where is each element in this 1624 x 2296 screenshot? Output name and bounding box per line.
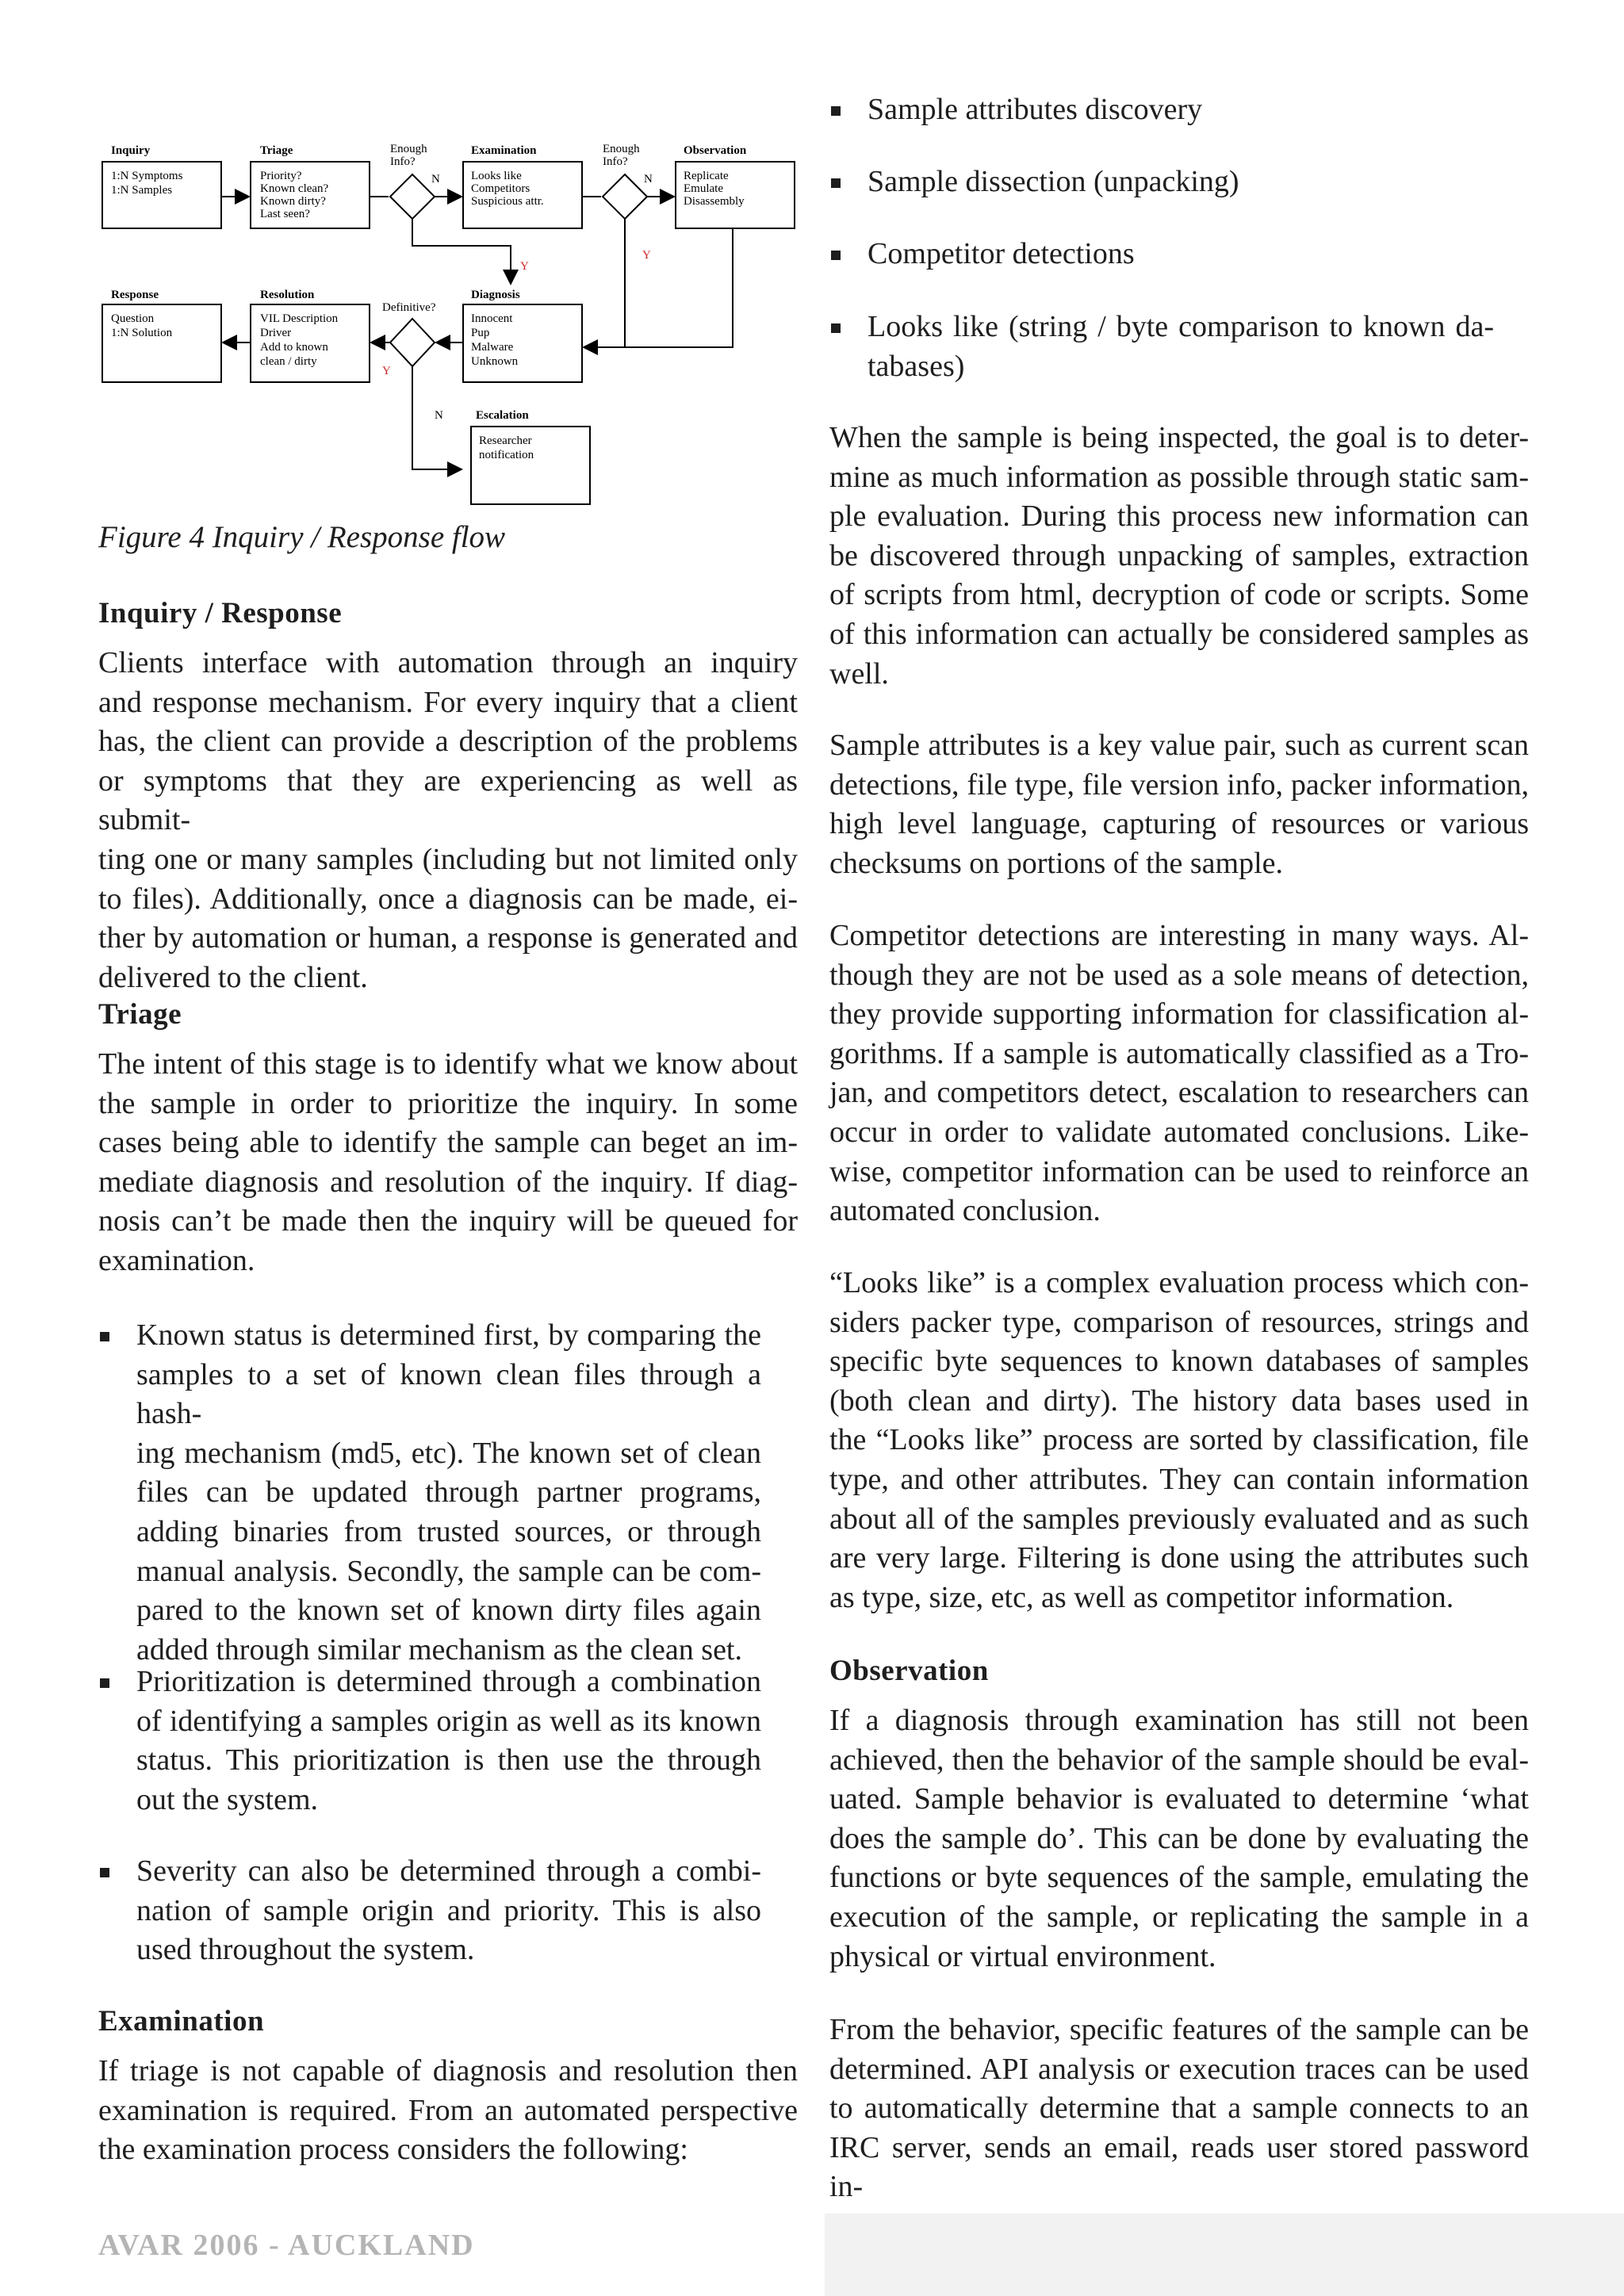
inquiry-title: Inquiry bbox=[111, 144, 151, 157]
enough-info-1: Info? bbox=[390, 155, 416, 168]
y-label: Y bbox=[642, 249, 651, 262]
text-line: tabases) bbox=[868, 349, 965, 383]
bullet-text bbox=[868, 308, 1494, 386]
bullet-text bbox=[136, 1316, 761, 1670]
text-line: of scripts from html, decryption of code or scripts. Some bbox=[829, 578, 1529, 612]
text-line: functions or byte sequences of the sample, emulating the bbox=[829, 1861, 1529, 1895]
text-line: adding binaries from trusted sources, or through bbox=[136, 1514, 761, 1548]
text-line: does the sample do’. This can be done by evaluating the bbox=[829, 1821, 1529, 1855]
text-line: wise, competitor information can be used to reinforce an bbox=[829, 1154, 1529, 1188]
text-line: If a diagnosis through examination has still not been bbox=[829, 1704, 1529, 1737]
text-line: the “Looks like” process are sorted by classification, file bbox=[829, 1423, 1529, 1457]
text-line: and response mechanism. For every inquiry that a client bbox=[98, 685, 798, 719]
escalation-line: Researcher bbox=[479, 434, 532, 447]
heading-inquiry-response: Inquiry / Response bbox=[98, 597, 343, 629]
text-line: ple evaluation. During this process new information can bbox=[829, 499, 1529, 534]
text-line: status. This prioritization is then use the through bbox=[136, 1743, 761, 1777]
diagnosis-line: Unknown bbox=[471, 355, 519, 368]
text-line: achieved, then the behavior of the sample should be eval- bbox=[829, 1743, 1529, 1777]
n-label: N bbox=[644, 173, 653, 186]
diagnosis-line: Pup bbox=[471, 327, 490, 339]
resolution-title: Resolution bbox=[260, 289, 315, 301]
paragraph bbox=[829, 916, 1529, 1231]
enough-info-1: Enough bbox=[390, 143, 427, 155]
text-line: Severity can also be determined through a combi- bbox=[136, 1854, 761, 1888]
examination-line: Suspicious attr. bbox=[471, 195, 544, 208]
text-line: has, the client can provide a description of the problems bbox=[98, 725, 798, 759]
text-line: siders packer type, comparison of resources, strings and bbox=[829, 1305, 1529, 1339]
text-line: From the behavior, specific features of the sample can be bbox=[829, 2013, 1529, 2046]
text-line: gorithms. If a sample is automatically classified as a Tro- bbox=[829, 1036, 1529, 1070]
text-line: of identifying a samples origin as well as its known bbox=[136, 1704, 761, 1738]
text-line: jan, and competitors detect, escalation to researchers can bbox=[829, 1076, 1529, 1110]
inquiry-line: 1:N Samples bbox=[111, 184, 173, 197]
triage-line: Known clean? bbox=[260, 182, 329, 195]
text-line: pared to the known set of known dirty files again bbox=[136, 1594, 761, 1628]
text-line: though they are not be used as a sole means of detection, bbox=[829, 958, 1529, 992]
escalation-title: Escalation bbox=[476, 409, 529, 422]
observation-line: Replicate bbox=[684, 170, 729, 182]
bullet-text: Sample dissection (unpacking) bbox=[868, 165, 1239, 198]
footer-shade bbox=[825, 2214, 1624, 2296]
text-line: are very large. Filtering is done using the attributes such bbox=[829, 1541, 1529, 1575]
bullet bbox=[831, 178, 841, 188]
triage-line: Priority? bbox=[260, 170, 302, 182]
examination-line: Competitors bbox=[471, 182, 530, 195]
paragraph bbox=[829, 726, 1529, 883]
text-line: samples to a set of known clean files through a hash- bbox=[136, 1357, 761, 1431]
text-line: used throughout the system. bbox=[136, 1933, 475, 1967]
text-line: specific byte sequences to known databases of samples bbox=[829, 1345, 1529, 1379]
text-line: well. bbox=[829, 656, 889, 691]
bullet bbox=[831, 106, 841, 116]
paragraph bbox=[829, 419, 1529, 694]
text-line: the sample in order to prioritize the inquiry. In some bbox=[98, 1086, 798, 1120]
text-line: added through similar mechanism as the clean set. bbox=[136, 1632, 742, 1667]
flow-diagram bbox=[98, 135, 804, 515]
text-line: Prioritization is determined through a combination bbox=[136, 1665, 761, 1698]
text-line: mine as much information as possible through static sam- bbox=[829, 460, 1529, 494]
text-line: ting one or many samples (including but not limited only bbox=[98, 842, 798, 876]
triage-line: Known dirty? bbox=[260, 195, 326, 208]
heading-triage: Triage bbox=[98, 998, 182, 1031]
heading-examination: Examination bbox=[98, 2005, 265, 2038]
text-line: ther by automation or human, a response is generated and bbox=[98, 921, 798, 955]
examination-line: Looks like bbox=[471, 170, 522, 182]
paragraph bbox=[829, 2011, 1529, 2247]
text-line: Competitor detections are interesting in many ways. Al- bbox=[829, 919, 1529, 952]
text-line: Known status is determined first, by comparing the bbox=[136, 1318, 761, 1352]
enough-info-2: Info? bbox=[603, 155, 628, 168]
text-line: to files). Additionally, once a diagnosis can be made, ei- bbox=[98, 882, 798, 916]
text-line: automated conclusion. bbox=[829, 1194, 1101, 1228]
text-line: determined. API analysis or execution traces can be used bbox=[829, 2052, 1529, 2086]
resolution-line: Driver bbox=[260, 327, 292, 339]
figure-caption: Figure 4 Inquiry / Response flow bbox=[98, 520, 506, 554]
diagnosis-title: Diagnosis bbox=[471, 289, 520, 301]
bullet bbox=[100, 1678, 109, 1688]
text-line: files can be updated through partner programs, bbox=[136, 1475, 761, 1510]
diagnosis-line: Malware bbox=[471, 341, 514, 354]
enough-info-2: Enough bbox=[603, 143, 640, 155]
text-line: (both clean and dirty). The history data bases used in bbox=[829, 1383, 1529, 1418]
text-line: Looks like (string / byte comparison to known da- bbox=[868, 310, 1494, 343]
n-label: N bbox=[431, 173, 440, 186]
bullet-text bbox=[136, 1852, 761, 1970]
text-line: the examination process considers the following: bbox=[98, 2133, 688, 2167]
text-line: be discovered through unpacking of samples, extraction bbox=[829, 538, 1529, 572]
text-line: delivered to the client. bbox=[98, 960, 368, 994]
y-label: Y bbox=[520, 260, 529, 273]
flow-diagram-svg bbox=[98, 135, 804, 515]
paragraph bbox=[98, 2052, 798, 2170]
text-line: physical or virtual environment. bbox=[829, 1939, 1216, 1973]
resolution-line: clean / dirty bbox=[260, 355, 317, 368]
text-line: or symptoms that they are experiencing as well as submit- bbox=[98, 763, 798, 837]
decision-diamond-1 bbox=[390, 174, 435, 219]
text-line: The intent of this stage is to identify what we know about bbox=[98, 1047, 798, 1081]
bullet bbox=[831, 251, 841, 260]
text-line: nation of sample origin and priority. This is also bbox=[136, 1893, 761, 1927]
response-title: Response bbox=[111, 289, 159, 301]
decision-diamond-2 bbox=[603, 174, 647, 219]
triage-line: Last seen? bbox=[260, 208, 310, 220]
text-line: If triage is not capable of diagnosis and resolution then bbox=[98, 2054, 798, 2087]
paragraph bbox=[829, 1701, 1529, 1976]
text-line: “Looks like” is a complex evaluation process which con- bbox=[829, 1266, 1529, 1299]
text-line: about all of the samples previously evaluated and as such bbox=[829, 1502, 1529, 1536]
text-line: Sample attributes is a key value pair, such as current scan bbox=[829, 729, 1529, 762]
triage-title: Triage bbox=[260, 144, 293, 157]
bullet bbox=[100, 1868, 109, 1877]
response-line: Question bbox=[111, 312, 155, 325]
definitive-label: Definitive? bbox=[382, 301, 436, 314]
page-footer: AVAR 2006 - AUCKLAND bbox=[98, 2229, 475, 2262]
text-line: out the system. bbox=[136, 1782, 319, 1816]
escalation-line: notification bbox=[479, 449, 534, 461]
text-line: type, and other attributes. They can contain information bbox=[829, 1462, 1529, 1496]
text-line: checksums on portions of the sample. bbox=[829, 846, 1284, 880]
text-line: execution of the sample, or replicating the sample in a bbox=[829, 1900, 1529, 1934]
bullet-text: Competitor detections bbox=[868, 237, 1135, 270]
observation-line: Disassembly bbox=[684, 195, 745, 208]
heading-observation: Observation bbox=[829, 1655, 989, 1687]
n-label: N bbox=[435, 409, 443, 422]
resolution-line: VIL Description bbox=[260, 312, 339, 325]
examination-title: Examination bbox=[471, 144, 537, 157]
text-line: they provide supporting information for classification al- bbox=[829, 997, 1529, 1031]
text-line: to automatically determine that a sample connects to an bbox=[829, 2091, 1529, 2126]
text-line: Clients interface with automation through an inquiry bbox=[98, 646, 798, 679]
paragraph bbox=[98, 1045, 798, 1281]
bullet-text bbox=[136, 1663, 761, 1820]
text-line: as type, size, etc, as well as competitor information. bbox=[829, 1580, 1454, 1614]
resolution-line: Add to known bbox=[260, 341, 328, 354]
text-line: of this information can actually be considered samples as bbox=[829, 617, 1529, 651]
text-line: occur in order to validate automated conclusions. Like- bbox=[829, 1115, 1529, 1149]
text-line: When the sample is being inspected, the goal is to deter- bbox=[829, 421, 1529, 454]
text-line: nosis can’t be made then the inquiry will be queued for bbox=[98, 1204, 798, 1238]
response-line: 1:N Solution bbox=[111, 327, 173, 339]
bullet bbox=[100, 1332, 109, 1341]
text-line: mediate diagnosis and resolution of the inquiry. If diag- bbox=[98, 1165, 798, 1199]
text-line: examination. bbox=[98, 1243, 255, 1277]
observation-title: Observation bbox=[684, 144, 747, 157]
text-line: detections, file type, file version info, packer information, bbox=[829, 767, 1529, 802]
y-label: Y bbox=[382, 365, 391, 377]
text-line: ing mechanism (md5, etc). The known set of clean bbox=[136, 1436, 761, 1470]
text-line: examination is required. From an automated perspective bbox=[98, 2093, 798, 2127]
observation-line: Emulate bbox=[684, 182, 723, 195]
decision-diamond-3 bbox=[390, 319, 435, 366]
text-line: cases being able to identify the sample can beget an im- bbox=[98, 1126, 798, 1160]
text-line: IRC server, sends an email, reads user stored password in- bbox=[829, 2130, 1529, 2204]
bullet-text: Sample attributes discovery bbox=[868, 93, 1203, 126]
text-line: manual analysis. Secondly, the sample can be com- bbox=[136, 1554, 761, 1588]
bullet bbox=[831, 323, 841, 333]
paragraph bbox=[98, 644, 798, 997]
inquiry-line: 1:N Symptoms bbox=[111, 170, 183, 182]
text-line: high level language, capturing of resources or various bbox=[829, 807, 1529, 841]
paragraph bbox=[829, 1264, 1529, 1617]
text-line: uated. Sample behavior is evaluated to determine ‘what bbox=[829, 1782, 1529, 1816]
diagnosis-line: Innocent bbox=[471, 312, 513, 325]
